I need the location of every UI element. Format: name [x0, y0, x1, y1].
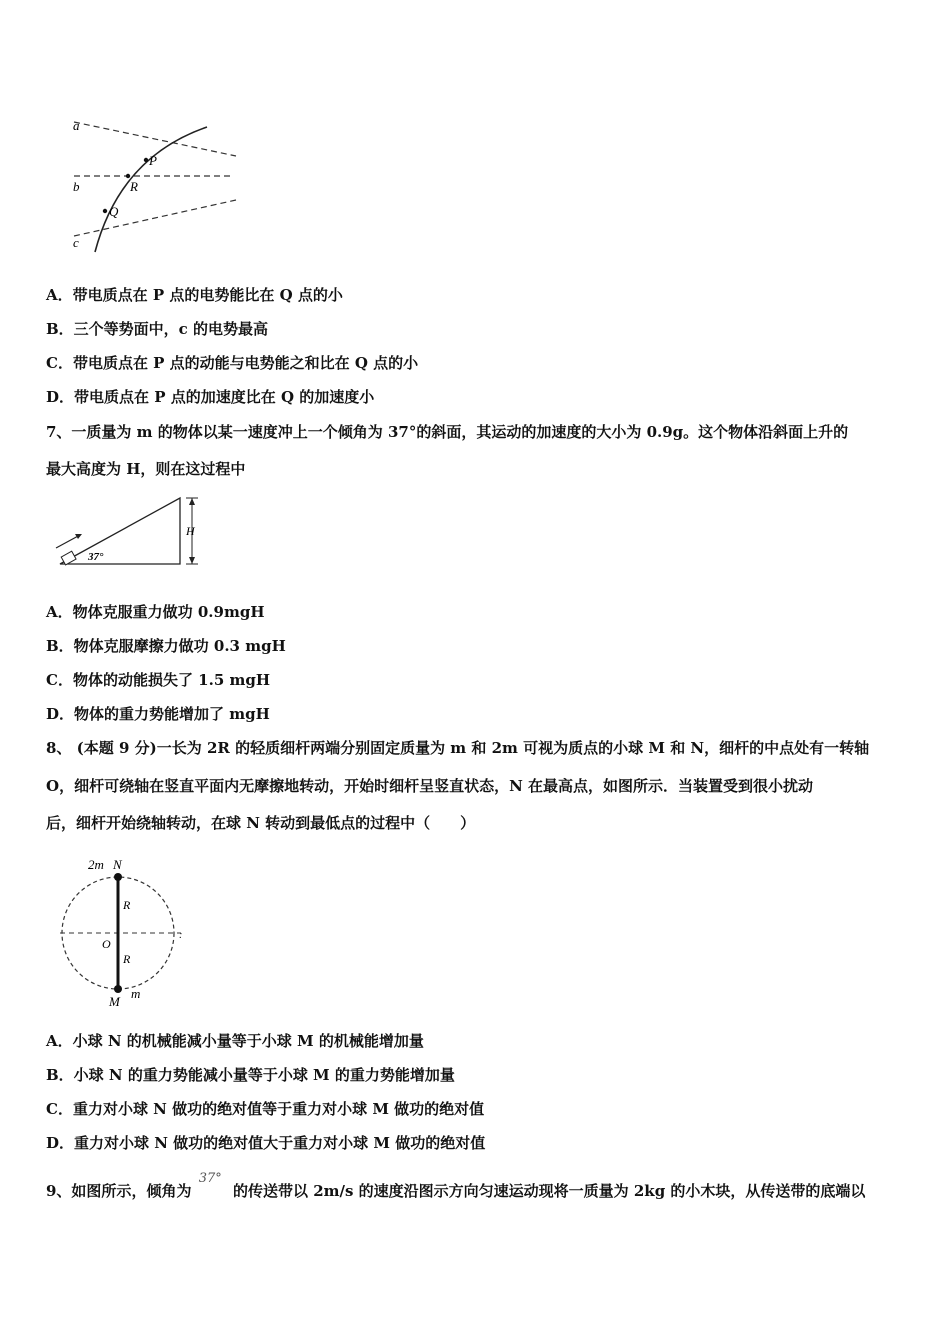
- label-p: P: [149, 153, 157, 168]
- equipotential-line-c: [74, 200, 236, 236]
- colon-mark: :: [179, 930, 183, 941]
- q6-option-d: D．带电质点在 P 点的加速度比在 Q 的加速度小: [46, 388, 375, 406]
- q7-stem-line-1: 7、一质量为 m 的物体以某一速度冲上一个倾角为 37°的斜面，其运动的加速度的大小为 0.9g。这个物体沿斜面上升的: [46, 423, 849, 441]
- q7-stem-line-2: 最大高度为 H，则在这过程中: [46, 460, 246, 478]
- label-n: N: [113, 857, 122, 872]
- q9-stem-line-1: [46, 1171, 866, 1203]
- q8-stem-line-1: 8、 (本题 9 分)一长为 2R 的轻质细杆两端分别固定质量为 m 和 2m 可视为质点的小球 M 和 N，细杆的中点处有一转轴: [46, 739, 870, 757]
- point-r-dot: [126, 174, 130, 178]
- point-p-dot: [144, 158, 148, 162]
- velocity-arrow: [56, 535, 80, 548]
- label-o: O: [102, 937, 111, 951]
- q9-angle: 37°: [198, 1171, 222, 1186]
- trajectory-curve: [95, 127, 207, 252]
- point-q-dot: [103, 209, 107, 213]
- incline-angle-label: 37°: [88, 551, 104, 563]
- ball-n: [114, 873, 122, 881]
- label-lower-r: R: [123, 952, 131, 966]
- q6-option-c: C．带电质点在 P 点的动能与电势能之和比在 Q 点的小: [46, 354, 419, 372]
- label-r: R: [130, 179, 138, 194]
- equipotential-line-a: [74, 122, 236, 156]
- rod-circle-figure: [55, 852, 195, 1012]
- q8-stem-line-2: O，细杆可绕轴在竖直平面内无摩擦地转动，开始时细杆呈竖直状态，N 在最高点，如图所示．当装置受到很小扰动: [46, 777, 814, 795]
- q8-option-c: C．重力对小球 N 做功的绝对值等于重力对小球 M 做功的绝对值: [46, 1100, 485, 1118]
- incline-triangle: [60, 498, 180, 564]
- label-upper-r: R: [123, 898, 131, 912]
- block-on-incline: [61, 551, 76, 565]
- q8-option-d: D．重力对小球 N 做功的绝对值大于重力对小球 M 做功的绝对值: [46, 1134, 486, 1152]
- q7-option-b: B．物体克服摩擦力做功 0.3 mgH: [46, 637, 286, 655]
- ball-m: [114, 985, 122, 993]
- q8-option-b: B．小球 N 的重力势能减小量等于小球 M 的重力势能增加量: [46, 1066, 455, 1084]
- label-2m: 2m: [88, 857, 104, 872]
- q7-option-d: D．物体的重力势能增加了 mgH: [46, 705, 270, 723]
- q7-option-a: A．物体克服重力做功 0.9mgH: [46, 603, 265, 621]
- q8-option-a: A．小球 N 的机械能减小量等于小球 M 的机械能增加量: [46, 1032, 424, 1050]
- label-a: a: [73, 118, 80, 133]
- label-c: c: [73, 235, 79, 250]
- q6-option-a: A．带电质点在 P 点的电势能比在 Q 点的小: [46, 286, 343, 304]
- q9-stem-after: 的传送带以 2m/s 的速度沿图示方向匀速运动现将一质量为 2kg 的小木块，从传送带的底端以: [232, 1182, 866, 1200]
- label-q: Q: [109, 204, 119, 219]
- height-arrow-up: [189, 498, 195, 505]
- label-m-ball: M: [109, 994, 120, 1009]
- equipotential-figure: [60, 112, 250, 257]
- label-b: b: [73, 179, 80, 194]
- q6-option-b: B．三个等势面中，c 的电势最高: [46, 320, 269, 338]
- q9-stem-before: 9、如图所示，倾角为: [46, 1182, 192, 1200]
- q7-option-c: C．物体的动能损失了 1.5 mgH: [46, 671, 271, 689]
- height-arrow-down: [189, 557, 195, 564]
- q8-stem-line-3: 后，细杆开始绕轴转动，在球 N 转动到最低点的过程中（ ）: [46, 814, 476, 832]
- incline-figure: [46, 490, 216, 570]
- label-m-mass: m: [131, 986, 141, 1001]
- incline-height-label: H: [186, 524, 195, 538]
